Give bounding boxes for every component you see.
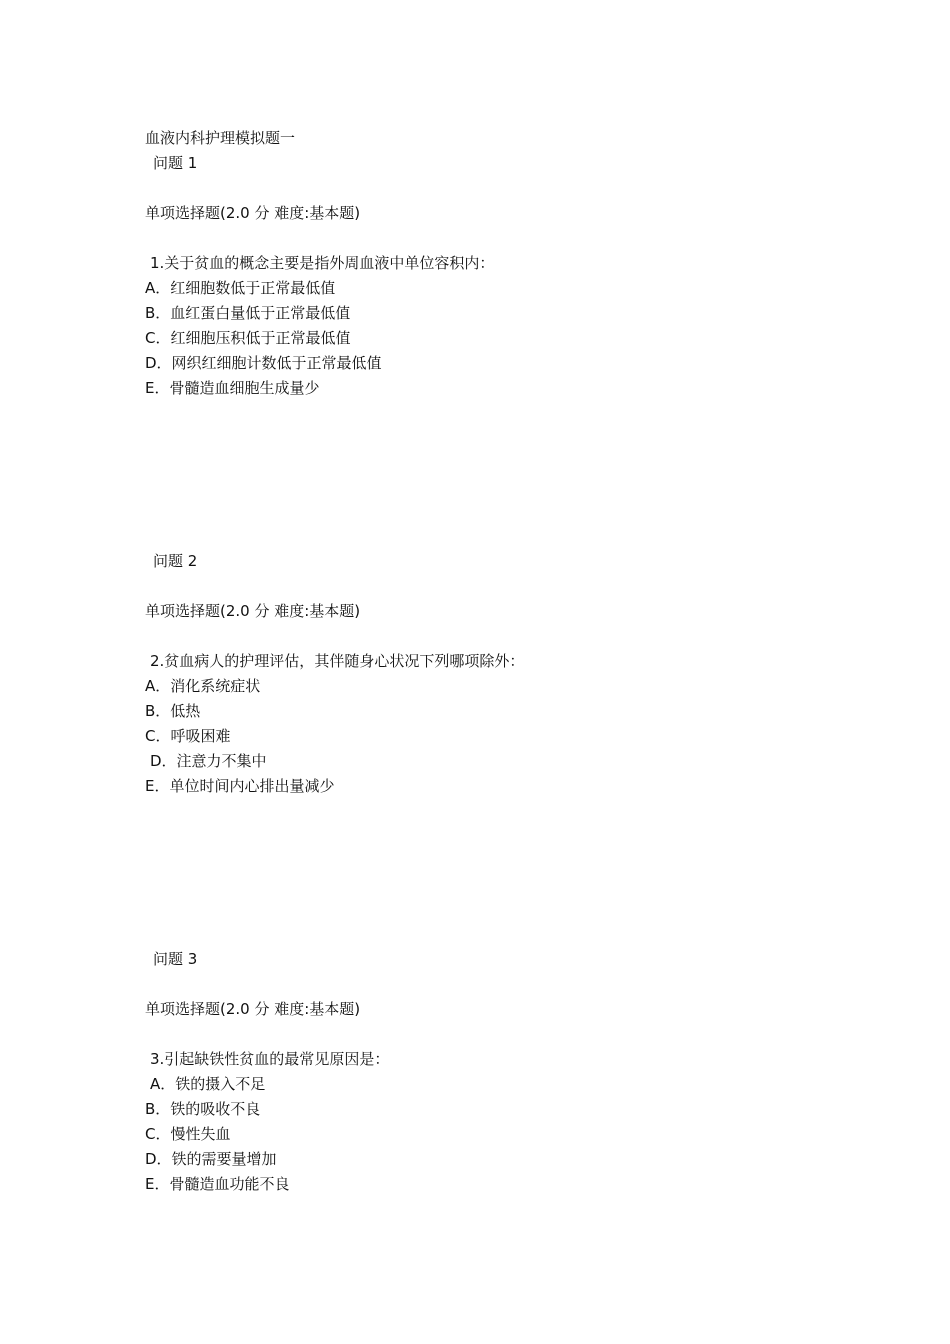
question-heading: 问题 2	[153, 552, 198, 570]
question-type-line: 单项选择题(2.0 分 难度:基本题)	[145, 1000, 361, 1018]
option-c: C．红细胞压积低于正常最低值	[145, 329, 351, 347]
option-b: B．血红蛋白量低于正常最低值	[145, 304, 351, 322]
option-e: E．骨髓造血细胞生成量少	[145, 379, 320, 397]
option-c: C．呼吸困难	[145, 727, 231, 745]
option-d: D．铁的需要量增加	[145, 1150, 277, 1168]
question-type-line: 单项选择题(2.0 分 难度:基本题)	[145, 204, 361, 222]
document-title: 血液内科护理模拟题一	[145, 129, 296, 147]
question-stem: 1.关于贫血的概念主要是指外周血液中单位容积内：	[150, 254, 495, 272]
question-stem: 3.引起缺铁性贫血的最常见原因是：	[150, 1050, 390, 1068]
question-stem: 2.贫血病人的护理评估，其伴随身心状况下列哪项除外：	[150, 652, 525, 670]
option-a: A．铁的摄入不足	[150, 1075, 266, 1093]
question-type-line: 单项选择题(2.0 分 难度:基本题)	[145, 602, 361, 620]
option-e: E．单位时间内心排出量减少	[145, 777, 335, 795]
question-heading: 问题 1	[153, 154, 198, 172]
option-b: B．铁的吸收不良	[145, 1100, 261, 1118]
option-a: A．消化系统症状	[145, 677, 261, 695]
option-d: D．网织红细胞计数低于正常最低值	[145, 354, 382, 372]
option-e: E．骨髓造血功能不良	[145, 1175, 290, 1193]
option-a: A．红细胞数低于正常最低值	[145, 279, 336, 297]
option-c: C．慢性失血	[145, 1125, 231, 1143]
option-d: D．注意力不集中	[150, 752, 267, 770]
question-heading: 问题 3	[153, 950, 198, 968]
option-b: B．低热	[145, 702, 201, 720]
